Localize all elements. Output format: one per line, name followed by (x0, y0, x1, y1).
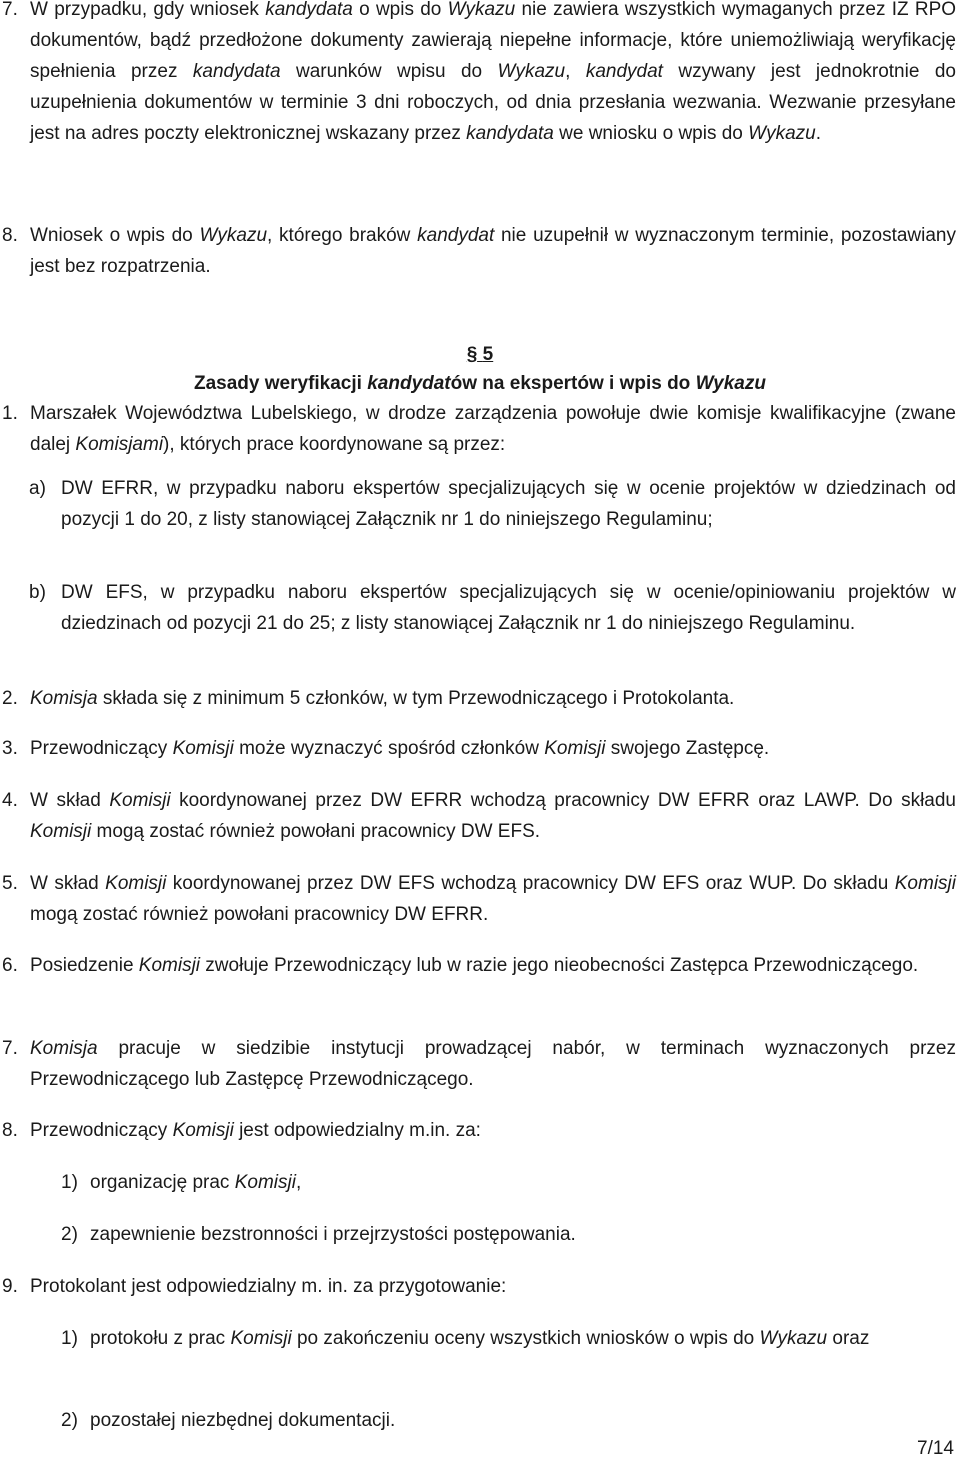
paragraph-number: 1. (2, 403, 18, 424)
paragraph-text: Protokolant jest odpowiedzialny m. in. za przygotowanie: (30, 1276, 507, 1297)
list-number: 2) (61, 1410, 78, 1431)
paragraph-number: 5. (2, 873, 18, 894)
list-number: 1) (61, 1172, 78, 1193)
section-sign: § (466, 344, 478, 365)
list-letter: a) (29, 478, 46, 499)
paragraph-number: 9. (2, 1276, 18, 1297)
paragraph-number: 2. (2, 688, 18, 709)
list-text: DW EFS, w przypadku naboru ekspertów specjalizujących się w ocenie/opiniowaniu projektów w dziedzinach od pozycji 21 do 25; z listy stanowiącej Załącznik nr 1 do niniejszego Regulaminu. (61, 582, 956, 634)
paragraph-text: Komisja składa się z minimum 5 członków, w tym Przewodniczącego i Protokolanta. (30, 688, 735, 709)
paragraph-number: 7. (2, 1038, 18, 1059)
list-text: pozostałej niezbędnej dokumentacji. (90, 1410, 396, 1431)
paragraph-text: Komisja pracuje w siedzibie instytucji prowadzącej nabór, w terminach wyznaczonych przez Przewodniczącego lub Zastępcę Przewodniczącego. (30, 1038, 956, 1090)
paragraph-number: 8. (2, 1120, 18, 1141)
paragraph-text: W skład Komisji koordynowanej przez DW EFS wchodzą pracownicy DW EFS oraz WUP. Do składu Komisji mogą zostać również powołani pracownicy DW EFRR. (30, 873, 956, 925)
paragraph-text: Przewodniczący Komisji może wyznaczyć spośród członków Komisji swojego Zastępcę. (30, 738, 770, 759)
list-number: 2) (61, 1224, 78, 1245)
paragraph-number: 8. (2, 225, 18, 246)
section-title: Zasady weryfikacji kandydatów na ekspertów i wpis do Wykazu (194, 373, 766, 394)
paragraph-text: W skład Komisji koordynowanej przez DW EFRR wchodzą pracownicy DW EFRR oraz LAWP. Do składu Komisji mogą zostać również powołani pracownicy DW EFS. (30, 790, 956, 842)
paragraph-text: Marszałek Województwa Lubelskiego, w drodze zarządzenia powołuje dwie komisje kwalifikacyjne (zwane dalej Komisjami), których prace koordynowane są przez: (30, 403, 956, 455)
paragraph-text: Wniosek o wpis do Wykazu, którego braków kandydat nie uzupełnił w wyznaczonym terminie, pozostawiany jest bez rozpatrzenia. (30, 225, 956, 277)
paragraph-number: 4. (2, 790, 18, 811)
paragraph-number: 7. (2, 0, 18, 20)
list-number: 1) (61, 1328, 78, 1349)
paragraph-text: Przewodniczący Komisji jest odpowiedzialny m.in. za: (30, 1120, 481, 1141)
list-text: DW EFRR, w przypadku naboru ekspertów specjalizujących się w ocenie projektów w dziedzinach od pozycji 1 do 20, z listy stanowiącej Załącznik nr 1 do niniejszego Regulaminu; (61, 478, 956, 530)
list-letter: b) (29, 582, 46, 603)
list-text: organizację prac Komisji, (90, 1172, 302, 1193)
list-text: zapewnienie bezstronności i przejrzystości postępowania. (90, 1224, 576, 1245)
list-text: protokołu z prac Komisji po zakończeniu oceny wszystkich wniosków o wpis do Wykazu oraz (90, 1328, 870, 1349)
section-number: § 5 (466, 344, 494, 365)
paragraph-text: Posiedzenie Komisji zwołuje Przewodniczący lub w razie jego nieobecności Zastępca Przewodniczącego. (30, 955, 919, 976)
paragraph-number: 6. (2, 955, 18, 976)
paragraph-number: 3. (2, 738, 18, 759)
page-number: 7/14 (917, 1438, 954, 1459)
paragraph-text: W przypadku, gdy wniosek kandydata o wpis do Wykazu nie zawiera wszystkich wymaganych przez IZ RPO dokumentów, bądź przedłożone dokumenty zawierają niepełne informacje, które uniemożliwiają weryfikację spełnienia przez kandydata warunków wpisu do Wykazu, kandydat wzywany jest jednokrotnie do uzupełnienia dokumentów w terminie 3 dni roboczych, od dnia przesłania wezwania. Wezwanie przesyłane jest na adres poczty elektronicznej wskazany przez kandydata we wniosku o wpis do Wykazu. (30, 0, 957, 144)
